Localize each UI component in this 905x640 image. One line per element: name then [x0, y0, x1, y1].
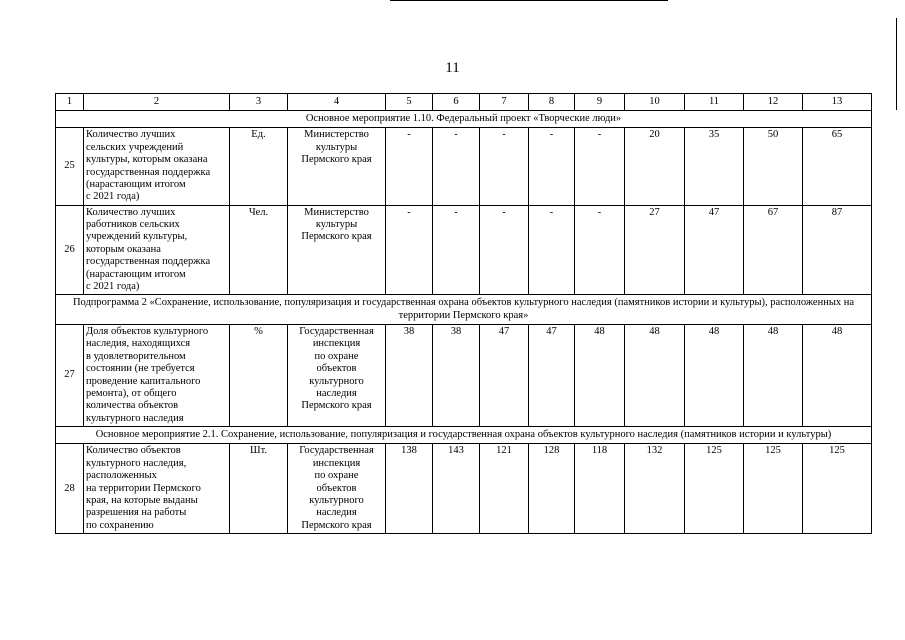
indicator-name-line: работников сельских [86, 219, 180, 230]
value-cell: 48 [744, 325, 803, 427]
responsible-org [288, 205, 386, 295]
column-number-cell: 12 [744, 94, 803, 111]
indicator-name-line: по сохранению [86, 519, 154, 531]
column-number-row [56, 94, 872, 111]
section-heading: Основное мероприятие 1.10. Федеральный проект «Творческие люди» [56, 111, 872, 128]
table-row [56, 205, 872, 295]
row-number: 27 [56, 325, 84, 427]
column-number-cell: 5 [386, 94, 433, 111]
row-number: 26 [56, 205, 84, 295]
indicator-name-line: на территории Пермского [86, 482, 201, 494]
indicator-name-line: Количество объектов [86, 445, 181, 457]
value-cell: 125 [685, 444, 744, 534]
unit-cell: Ед. [230, 128, 288, 205]
table-body [56, 94, 872, 534]
indicator-name-line: сельских учреждений [86, 141, 184, 153]
indicator-name-line: наследия, находящихся [86, 338, 191, 350]
unit-cell: Шт. [230, 444, 288, 534]
value-cell: 118 [575, 444, 625, 534]
value-cell: 48 [685, 325, 744, 427]
indicator-name-line: края, на которые выданы [86, 494, 198, 506]
responsible-org-line: инспекция [312, 457, 361, 469]
value-cell: - [480, 128, 529, 205]
value-cell: 132 [625, 444, 685, 534]
responsible-org-line: культуры [315, 141, 358, 153]
value-cell: 87 [803, 205, 872, 295]
indicator-name [84, 444, 230, 534]
indicator-name-line: состоянии (не требуется [86, 363, 195, 375]
responsible-org [288, 444, 386, 534]
column-number-cell: 3 [230, 94, 288, 111]
value-cell: 48 [803, 325, 872, 427]
column-number-cell: 7 [480, 94, 529, 111]
section-heading: Основное мероприятие 2.1. Сохранение, использование, популяризация и государственная охрана объектов культурного наследия (памятников истории и культуры) [56, 427, 872, 444]
value-cell: 138 [386, 444, 433, 534]
indicator-name-line: государственная поддержка [86, 166, 211, 178]
column-number-cell: 11 [685, 94, 744, 111]
column-number-cell: 2 [84, 94, 230, 111]
responsible-org-line: Пермского края [301, 519, 372, 531]
responsible-org-line: по охране [314, 350, 359, 362]
value-cell: 47 [480, 325, 529, 427]
responsible-org-line: культуры [315, 219, 358, 230]
page-number: 11 [445, 60, 460, 76]
value-cell: 128 [529, 444, 575, 534]
value-cell: 67 [744, 205, 803, 295]
indicator-name-line: (нарастающим итогом [86, 178, 186, 190]
value-cell: - [575, 205, 625, 295]
table-row [56, 325, 872, 427]
value-cell: 125 [803, 444, 872, 534]
indicator-name-line: культурного наследия [86, 412, 184, 424]
indicator-name-line: с 2021 года) [86, 191, 140, 203]
indicator-name-line: Количество лучших [86, 129, 176, 141]
row-number: 25 [56, 128, 84, 205]
section-row [56, 295, 872, 325]
responsible-org-line: Пермского края [301, 400, 372, 412]
responsible-org-line: Пермского края [301, 231, 372, 243]
top-rule [390, 0, 668, 1]
indicator-name-line: расположенных [86, 470, 157, 482]
responsible-org-line: Государственная [299, 326, 374, 337]
column-number-cell: 13 [803, 94, 872, 111]
value-cell: 143 [433, 444, 480, 534]
value-cell: - [480, 205, 529, 295]
responsible-org-line: культурного [309, 375, 364, 387]
indicator-name-line: культурного наследия, [86, 457, 187, 469]
unit-cell: Чел. [230, 205, 288, 295]
table-row [56, 128, 872, 205]
unit-cell: % [230, 325, 288, 427]
value-cell: 27 [625, 205, 685, 295]
indicator-name-line: количества объектов [86, 400, 179, 412]
value-cell: - [529, 128, 575, 205]
indicator-name [84, 325, 230, 427]
column-number-cell: 1 [56, 94, 84, 111]
section-row [56, 111, 872, 128]
value-cell: 20 [625, 128, 685, 205]
value-cell: 48 [575, 325, 625, 427]
column-number-cell: 8 [529, 94, 575, 111]
responsible-org-line: наследия [316, 507, 357, 519]
value-cell: 35 [685, 128, 744, 205]
indicator-name-line: которым оказана [86, 243, 161, 255]
indicator-name-line: Количество лучших [86, 206, 176, 218]
value-cell: 121 [480, 444, 529, 534]
indicator-name-line: проведение капитального [86, 375, 201, 387]
value-cell: 47 [529, 325, 575, 427]
indicator-name-line: государственная поддержка [86, 256, 211, 268]
section-row [56, 427, 872, 444]
indicator-name-line: с 2021 года) [86, 280, 140, 292]
value-cell: - [529, 205, 575, 295]
responsible-org-line: Министерство [304, 129, 369, 141]
value-cell: - [433, 205, 480, 295]
column-number-cell: 6 [433, 94, 480, 111]
value-cell: 65 [803, 128, 872, 205]
value-cell: 47 [685, 205, 744, 295]
value-cell: - [386, 205, 433, 295]
indicator-name-line: ремонта), от общего [86, 387, 177, 399]
table-row [56, 444, 872, 534]
value-cell: - [386, 128, 433, 205]
indicator-name-line: в удовлетворительном [86, 350, 186, 362]
responsible-org-line: Пермского края [301, 154, 372, 166]
responsible-org [288, 325, 386, 427]
responsible-org-line: культурного [309, 494, 364, 506]
value-cell: - [433, 128, 480, 205]
indicators-table [55, 93, 872, 534]
value-cell: 125 [744, 444, 803, 534]
indicator-name-line: (нарастающим итогом [86, 268, 186, 280]
column-number-cell: 10 [625, 94, 685, 111]
indicator-name [84, 205, 230, 295]
column-number-cell: 9 [575, 94, 625, 111]
indicator-name [84, 128, 230, 205]
value-cell: - [575, 128, 625, 205]
column-number-cell: 4 [288, 94, 386, 111]
value-cell: 38 [433, 325, 480, 427]
responsible-org-line: Министерство [304, 206, 369, 218]
responsible-org-line: Государственная [299, 445, 374, 457]
responsible-org [288, 128, 386, 205]
responsible-org-line: наследия [316, 387, 357, 399]
value-cell: 48 [625, 325, 685, 427]
responsible-org-line: инспекция [312, 338, 361, 350]
indicator-name-line: разрешения на работы [86, 507, 187, 519]
responsible-org-line: объектов [316, 363, 357, 375]
value-cell: 50 [744, 128, 803, 205]
section-heading: Подпрограмма 2 «Сохранение, использование, популяризация и государственная охрана объектов культурного наследия (памятников истории и культуры), расположенных на территории Пермского края» [56, 295, 872, 325]
indicator-name-line: учреждений культуры, [86, 231, 188, 243]
indicator-name-line: Доля объектов культурного [86, 326, 209, 337]
responsible-org-line: объектов [316, 482, 357, 494]
value-cell: 38 [386, 325, 433, 427]
indicator-name-line: культуры, которым оказана [86, 154, 208, 166]
responsible-org-line: по охране [314, 470, 359, 482]
row-number: 28 [56, 444, 84, 534]
